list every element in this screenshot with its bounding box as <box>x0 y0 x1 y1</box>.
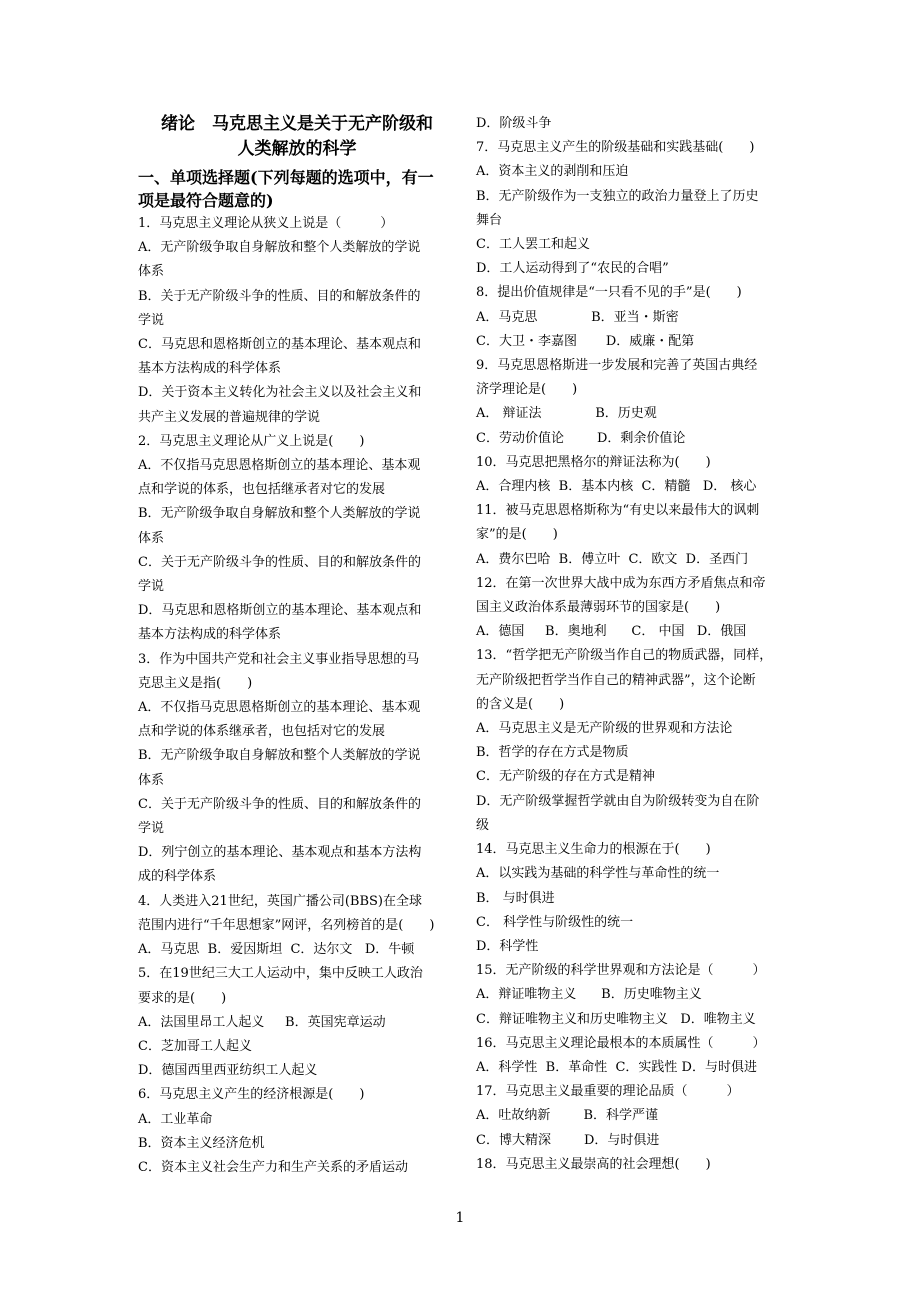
text-line: B．无产阶级争取自身解放和整个人类解放的学说 <box>138 748 421 764</box>
text-line: B．关于无产阶级斗争的性质、目的和解放条件的 <box>138 288 421 304</box>
text-line: 点和学说的体系，也包括继承者对它的发展 <box>138 482 386 498</box>
text-line: 克思主义是指( ) <box>138 675 253 691</box>
text-line: 13．“哲学把无产阶级当作自己的物质武器，同样， <box>476 648 773 664</box>
text-line: A．马克思主义是无产阶级的世界观和方法论 <box>476 721 733 737</box>
text-line: 3．作为中国共产党和社会主义事业指导思想的马 <box>138 651 420 667</box>
left-column <box>138 112 456 1180</box>
text-line: 级 <box>476 817 490 833</box>
text-line: 8．提出价值规律是“一只看不见的手”是( ) <box>476 285 742 301</box>
text-line: B．无产阶级作为一支独立的政治力量登上了历史 <box>476 188 759 204</box>
text-line: A．法国里昂工人起义 B．英国宪章运动 <box>138 1014 386 1030</box>
text-line: A．不仅指马克思恩格斯创立的基本理论、基本观 <box>138 700 421 716</box>
text-line: 18．马克思主义最崇高的社会理想( ) <box>476 1156 711 1172</box>
text-line: 基本方法构成的科学体系 <box>138 361 282 377</box>
text-line: D．德国西里西亚纺织工人起义 <box>138 1063 318 1079</box>
text-line: C．关于无产阶级斗争的性质、目的和解放条件的 <box>138 554 421 570</box>
text-line: 2．马克思主义理论从广义上说是( ) <box>138 433 365 449</box>
text-line: 学说 <box>138 579 165 595</box>
title-line-1: 绪论 马克思主义是关于无产阶级和 <box>161 114 433 134</box>
text-line: 国主义政治体系最薄弱环节的国家是( ) <box>476 600 721 616</box>
text-line: A． 辩证法 B．历史观 <box>476 406 657 422</box>
text-line: A．工业革命 <box>138 1111 213 1127</box>
text-line: 范围内进行“千年思想家”网评，名列榜首的是( ) <box>138 917 435 933</box>
text-line: 无产阶级把哲学当作自己的精神武器”，这个论断 <box>476 672 756 688</box>
text-line: 成的科学体系 <box>138 869 217 885</box>
text-line: 体系 <box>138 530 165 546</box>
text-line: A．无产阶级争取自身解放和整个人类解放的学说 <box>138 240 421 256</box>
text-line: C．马克思和恩格斯创立的基本理论、基本观点和 <box>138 337 421 353</box>
text-line: C．资本主义社会生产力和生产关系的矛盾运动 <box>138 1159 408 1175</box>
text-line: 的含义是( ) <box>476 696 565 712</box>
text-line: 6．马克思主义产生的经济根源是( ) <box>138 1087 365 1103</box>
text-line: B．资本主义经济危机 <box>138 1135 265 1151</box>
text-line: B．无产阶级争取自身解放和整个人类解放的学说 <box>138 506 421 522</box>
title-line-2: 人类解放的科学 <box>237 139 357 159</box>
text-line: C．辩证唯物主义和历史唯物主义 D．唯物主义 <box>476 1011 756 1027</box>
right-column <box>476 112 791 1177</box>
text-line: D．马克思和恩格斯创立的基本理论、基本观点和 <box>138 603 422 619</box>
text-line: 16．马克思主义理论最根本的本质属性（ ） <box>476 1035 766 1051</box>
text-line: C． 科学性与阶级性的统一 <box>476 914 634 930</box>
text-line: B． 与时俱进 <box>476 890 555 906</box>
text-line: 5．在19世纪三大工人运动中，集中反映工人政治 <box>138 966 423 982</box>
text-line: D．工人运动得到了“农民的合唱” <box>476 261 669 277</box>
text-line: 17．马克思主义最重要的理论品质（ ） <box>476 1084 740 1100</box>
text-line: 7．马克思主义产生的阶级基础和实践基础( ) <box>476 140 755 156</box>
page-number: 1 <box>455 1210 465 1226</box>
text-line: A．合理内核 B．基本内核 C．精髓 D． 核心 <box>476 479 757 495</box>
text-line: 点和学说的体系继承者，也包括对它的发展 <box>138 724 386 740</box>
text-line: A．马克思 B．亚当・斯密 <box>476 309 679 325</box>
text-line: 学说 <box>138 821 165 837</box>
text-line: B．哲学的存在方式是物质 <box>476 745 629 761</box>
text-line: D．列宁创立的基本理论、基本观点和基本方法构 <box>138 845 422 861</box>
text-line: 15．无产阶级的科学世界观和方法论是（ ） <box>476 963 766 979</box>
text-line: A．吐故纳新 B．科学严谨 <box>476 1108 659 1124</box>
text-line: A．马克思 B．爱因斯坦 C．达尔文 D．牛顿 <box>138 942 415 958</box>
text-line: 舞台 <box>476 212 503 228</box>
text-line: C．无产阶级的存在方式是精神 <box>476 769 655 785</box>
text-line: D．阶级斗争 <box>476 116 552 131</box>
text-line: 体系 <box>138 772 165 788</box>
text-line: 9．马克思恩格斯进一步发展和完善了英国古典经 <box>476 358 758 374</box>
text-line: D．科学性 <box>476 938 539 954</box>
text-line: 10．马克思把黑格尔的辩证法称为( ) <box>476 454 711 470</box>
text-line: 4．人类进入21世纪，英国广播公司(BBS)在全球 <box>138 893 422 909</box>
text-line: A．以实践为基础的科学性与革命性的统一 <box>476 866 720 882</box>
text-line: A．科学性 B．革命性 C．实践性 D．与时俱进 <box>476 1059 757 1075</box>
text-line: 1．马克思主义理论从狭义上说是（ ） <box>138 216 394 231</box>
text-line: C．劳动价值论 D．剩余价值论 <box>476 430 686 446</box>
text-line: 12．在第一次世界大战中成为东西方矛盾焦点和帝 <box>476 575 766 591</box>
section-heading-line-2: 项是最符合题意的) <box>138 191 274 210</box>
text-line: D．无产阶级掌握哲学就由自为阶级转变为自在阶 <box>476 793 760 809</box>
text-line: 学说 <box>138 312 165 328</box>
text-line: 要求的是( ) <box>138 990 227 1006</box>
text-line: C．关于无产阶级斗争的性质、目的和解放条件的 <box>138 796 421 812</box>
text-line: A．不仅指马克思恩格斯创立的基本理论、基本观 <box>138 458 421 474</box>
text-line: 共产主义发展的普遍规律的学说 <box>138 409 321 425</box>
text-line: C．芝加哥工人起义 <box>138 1038 252 1054</box>
text-line: D．关于资本主义转化为社会主义以及社会主义和 <box>138 385 422 401</box>
left-question-list <box>138 212 456 1180</box>
text-line: C．工人罢工和起义 <box>476 237 590 253</box>
text-line: 14．马克思主义生命力的根源在于( ) <box>476 842 711 858</box>
text-line: 基本方法构成的科学体系 <box>138 627 282 643</box>
text-line: A．费尔巴哈 B．傅立叶 C．欧文 D．圣西门 <box>476 551 749 567</box>
text-line: A．资本主义的剥削和压迫 <box>476 164 629 180</box>
section-heading-line-1: 一、单项选择题(下列每题的选项中，有一 <box>138 168 434 187</box>
text-line: C．博大精深 D．与时俱进 <box>476 1132 660 1148</box>
text-line: A．辩证唯物主义 B．历史唯物主义 <box>476 987 702 1003</box>
text-line: A．德国 B．奥地利 C． 中国 D．俄国 <box>476 624 747 640</box>
text-line: C．大卫・李嘉图 D．威廉・配第 <box>476 333 695 349</box>
text-line: 家”的是( ) <box>476 527 558 543</box>
text-line: 体系 <box>138 264 165 280</box>
text-line: 济学理论是( ) <box>476 382 578 398</box>
text-line: 11．被马克思恩格斯称为“有史以来最伟大的讽刺 <box>476 503 760 519</box>
right-question-list <box>476 112 791 1177</box>
